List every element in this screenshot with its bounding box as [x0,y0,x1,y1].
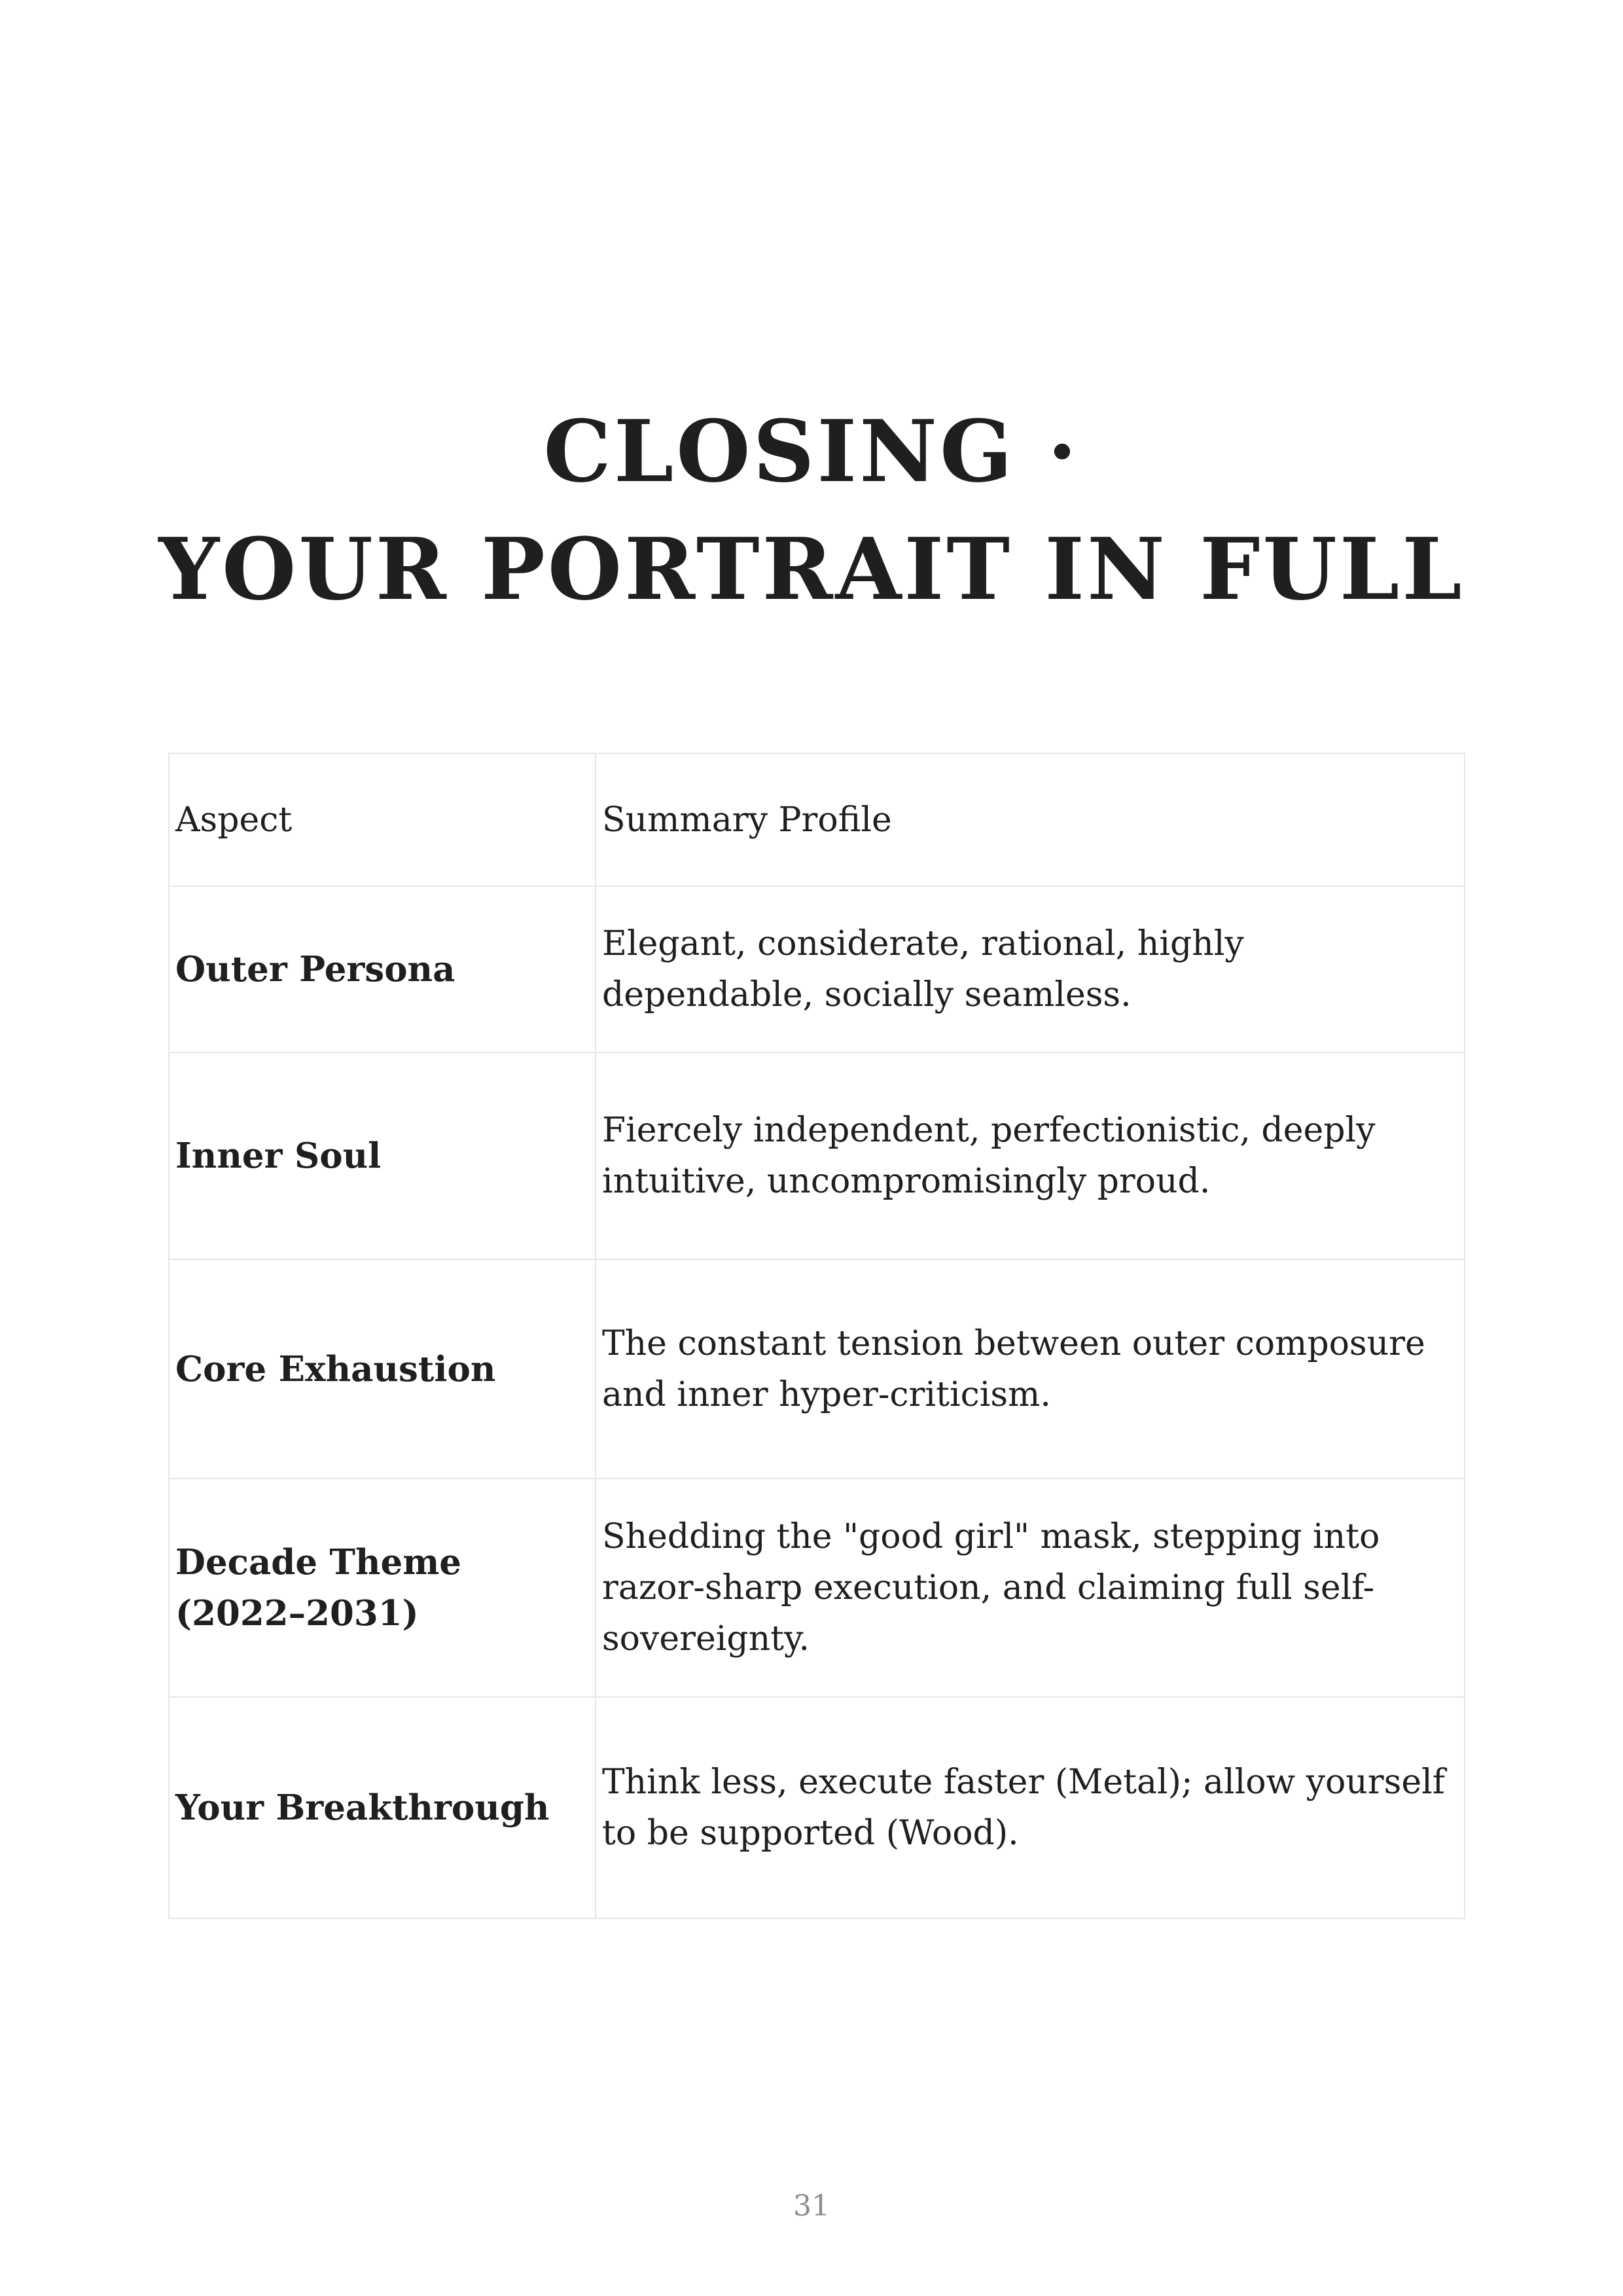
table-row [169,1479,1465,1697]
column-header-summary: Summary Profile [596,753,1465,886]
column-header-aspect: Aspect [169,753,596,886]
aspect-cell: Decade Theme (2022–2031) [169,1479,596,1697]
portrait-summary-table [168,753,1465,1919]
aspect-cell: Core Exhaustion [169,1259,596,1479]
summary-cell: Shedding the "good girl" mask, stepping into razor-sharp execution, and claiming full self-sovereignty. [596,1479,1465,1697]
table-row [169,1052,1465,1259]
table-row [169,1259,1465,1479]
table-row [169,886,1465,1052]
aspect-cell: Inner Soul [169,1052,596,1259]
aspect-cell: Outer Persona [169,886,596,1052]
table-row [169,1697,1465,1918]
summary-cell: Think less, execute faster (Metal); allow yourself to be supported (Wood). [596,1697,1465,1918]
page-title-line-1: CLOSING · [543,401,1080,501]
page-number: 31 [793,2189,830,2223]
summary-cell: Elegant, considerate, rational, highly dependable, socially seamless. [596,886,1465,1052]
table-header-row [169,753,1465,886]
aspect-cell: Your Breakthrough [169,1697,596,1918]
summary-cell: Fiercely independent, perfectionistic, deeply intuitive, uncompromisingly proud. [596,1052,1465,1259]
page-title [0,393,1623,628]
summary-cell: The constant tension between outer composure and inner hyper-criticism. [596,1259,1465,1479]
page-title-line-2: YOUR PORTRAIT IN FULL [158,519,1465,619]
